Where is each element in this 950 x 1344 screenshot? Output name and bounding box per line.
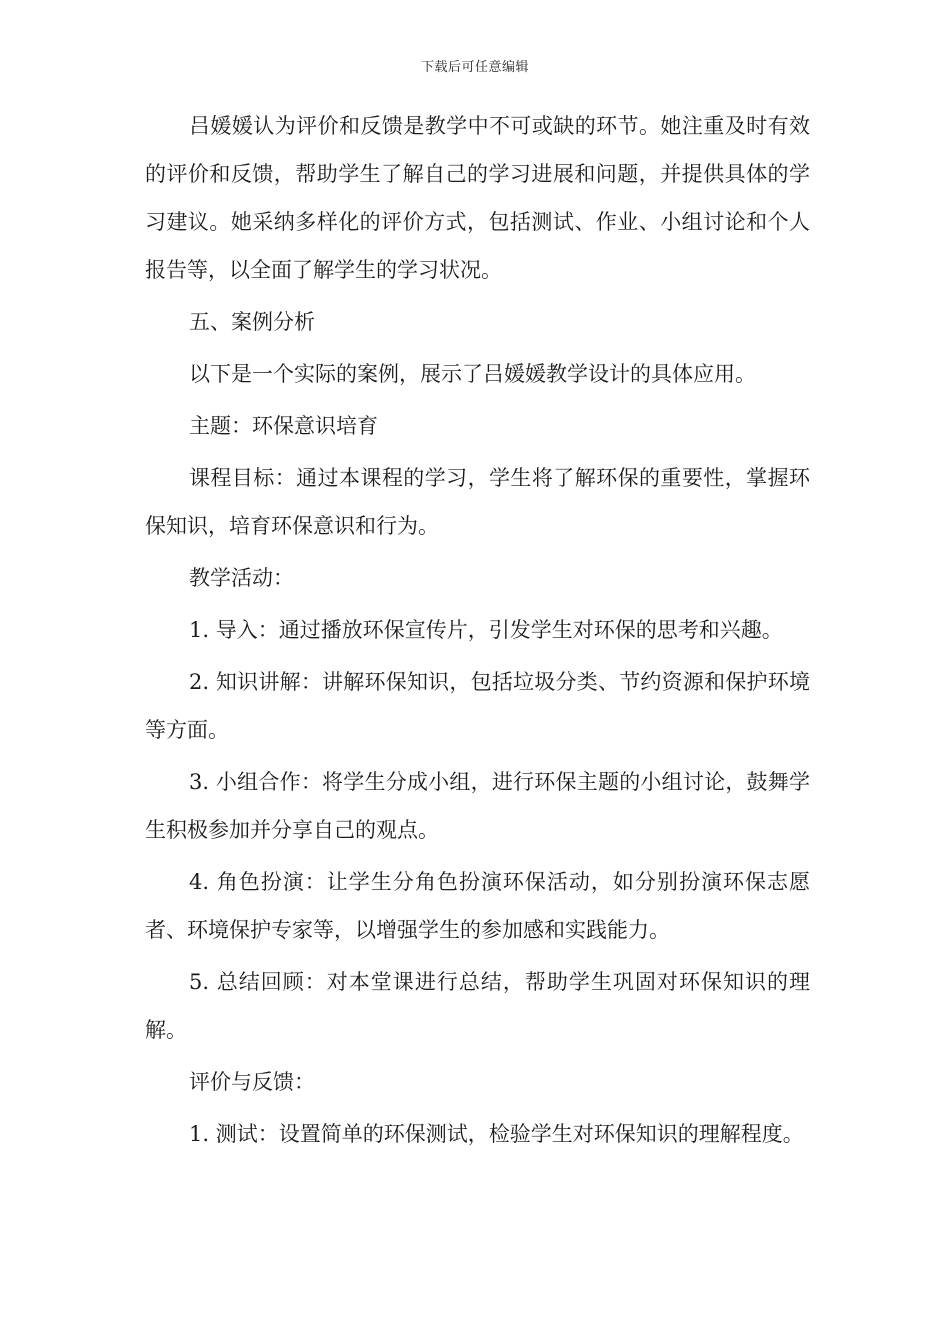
paragraph-evaluation-intro: 吕媛媛认为评价和反馈是教学中不可或缺的环节。她注重及时有效的评价和反馈，帮助学生了解自己的学习进展和问题，并提供具体的学习建议。她采纳多样化的评价方式，包括测试、作业、小组讨论和个人报告等，以全面了解学生的学习状况。 xyxy=(145,114,810,282)
page-header: 下载后可任意编辑 xyxy=(420,60,529,75)
list-item-activity-1: 1. 导入：通过播放环保宣传片，引发学生对环保的思考和兴趣。 xyxy=(189,618,783,642)
list-item-activity-3: 3. 小组合作：将学生分成小组，进行环保主题的小组讨论，鼓舞学生积极参加并分享自己的观点。 xyxy=(145,770,810,842)
paragraph-activities-heading: 教学活动： xyxy=(189,566,294,590)
section-heading-case-analysis: 五、案例分析 xyxy=(189,310,315,334)
list-item-activity-2: 2. 知识讲解：讲解环保知识，包括垃圾分类、节约资源和保护环境等方面。 xyxy=(145,670,810,742)
body-text xyxy=(145,102,810,1162)
paragraph-course-goal: 课程目标：通过本课程的学习，学生将了解环保的重要性，掌握环保知识，培育环保意识和行为。 xyxy=(145,466,810,538)
paragraph-case-intro: 以下是一个实际的案例，展示了吕媛媛教学设计的具体应用。 xyxy=(189,362,756,386)
list-item-activity-5: 5. 总结回顾：对本堂课进行总结，帮助学生巩固对环保知识的理解。 xyxy=(145,970,810,1042)
paragraph-evaluation-heading: 评价与反馈： xyxy=(189,1070,315,1094)
list-item-evaluation-1: 1. 测试：设置简单的环保测试，检验学生对环保知识的理解程度。 xyxy=(189,1122,804,1146)
list-item-activity-4: 4. 角色扮演：让学生分角色扮演环保活动，如分别扮演环保志愿者、环境保护专家等，以增强学生的参加感和实践能力。 xyxy=(145,870,810,942)
paragraph-topic: 主题：环保意识培育 xyxy=(189,414,378,438)
